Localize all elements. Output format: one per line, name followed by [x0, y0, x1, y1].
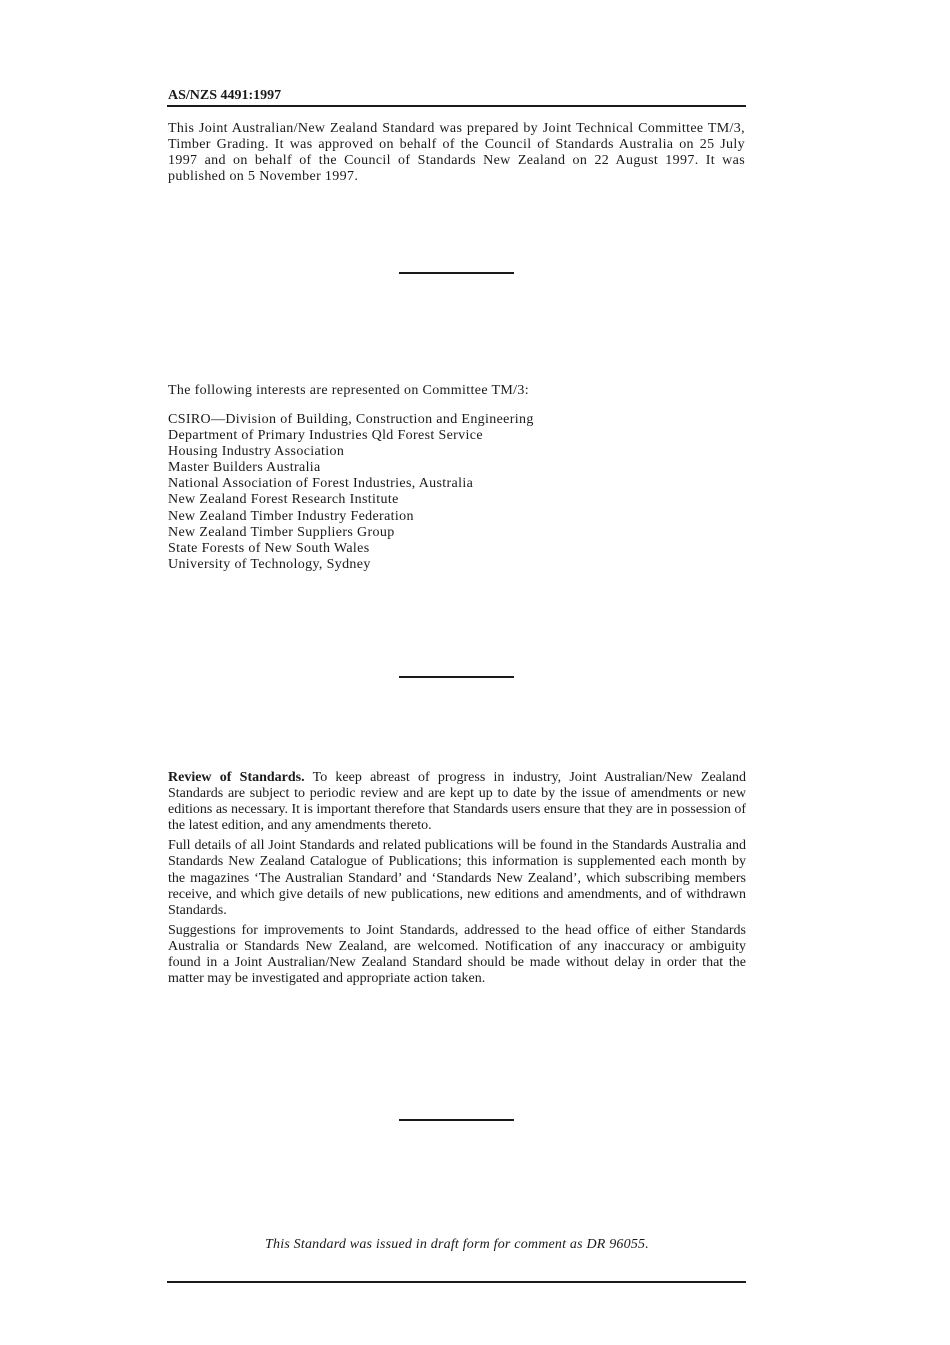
- review-section: [168, 770, 746, 991]
- committee-member: New Zealand Timber Suppliers Group: [168, 524, 395, 540]
- section-separator: [399, 1119, 514, 1121]
- committee-member: New Zealand Forest Research Institute: [168, 492, 399, 508]
- review-paragraph: Suggestions for improvements to Joint Standards, addressed to the head office of either Standards Australia or Standards New Zealand, are welcomed. Notification of any inaccuracy or ambiguity found in a Joint Australian/New Zealand Standard should be made without delay in order that the matter may be investigated and appropriate action taken.: [168, 922, 746, 987]
- committee-member-list: [168, 412, 534, 573]
- review-heading: Review of Standards.: [168, 770, 305, 785]
- standard-number: AS/NZS 4491:1997: [168, 88, 282, 103]
- committee-member: New Zealand Timber Industry Federation: [168, 508, 414, 524]
- committee-member: Master Builders Australia: [168, 460, 321, 476]
- committee-member: National Association of Forest Industries, Australia: [168, 476, 474, 492]
- committee-member: Department of Primary Industries Qld Forest Service: [168, 428, 483, 444]
- section-separator: [399, 676, 514, 678]
- committee-member: State Forests of New South Wales: [168, 540, 370, 556]
- committee-intro: The following interests are represented on Committee TM/3:: [168, 383, 530, 398]
- review-paragraph: [168, 770, 746, 834]
- section-separator: [399, 272, 514, 274]
- committee-member: CSIRO—Division of Building, Construction and Engineering: [168, 412, 534, 427]
- draft-note: This Standard was issued in draft form for comment as DR 96055.: [265, 1237, 649, 1252]
- header-rule: [167, 105, 746, 107]
- committee-member: Housing Industry Association: [168, 444, 345, 460]
- review-paragraph: Full details of all Joint Standards and related publications will be found in the Standards Australia and Standards New Zealand Catalogue of Publications; this information is supplemented each month by the magazines ‘The Australian Standard’ and ‘Standards New Zealand’, which subscribing members receive, and which give details of new publications, new editions and amendments, and of withdrawn Standards.: [168, 838, 746, 918]
- preparation-note: This Joint Australian/New Zealand Standard was prepared by Joint Technical Committee TM/3, Timber Grading. It was approved on behalf of the Council of Standards Australia on 25 July 1997 and on behalf of the Council of Standards New Zealand on 22 August 1997. It was published on 5 November 1997.: [168, 121, 745, 184]
- footer-rule: [167, 1281, 746, 1283]
- review-text: To keep abreast of progress in industry, Joint Australian/New Zealand Standards are subject to periodic review and are kept up to date by the issue of amendments or new editions as necessary. It is important therefore that Standards users ensure that they are in possession of the latest edition, and any amendments thereto.: [168, 770, 747, 834]
- committee-member: University of Technology, Sydney: [168, 556, 371, 572]
